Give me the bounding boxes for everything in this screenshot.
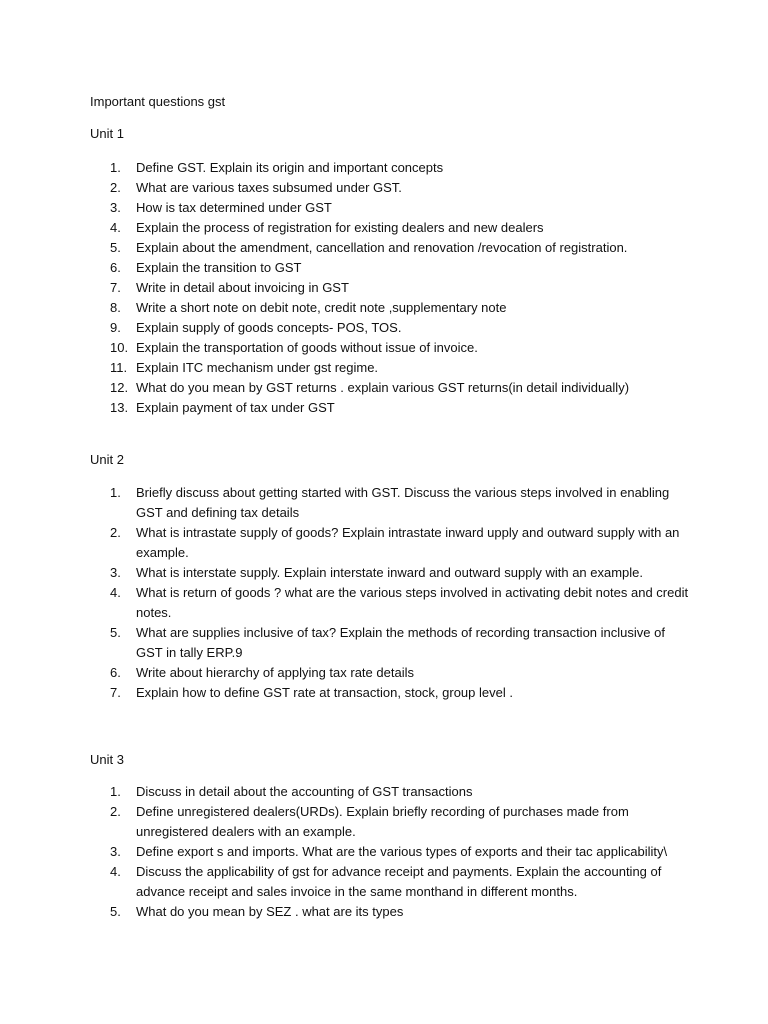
question-item [90,338,690,358]
question-item [90,663,690,683]
question-text: Write about hierarchy of applying tax rate details [136,665,414,680]
question-text: Explain how to define GST rate at transaction, stock, group level . [136,685,513,700]
document-title: Important questions gst [90,94,226,109]
question-item [90,842,690,862]
question-text: What are various taxes subsumed under GST. [136,180,402,195]
question-item [90,683,690,703]
question-number: 10. [110,340,129,355]
question-number: 3. [110,844,121,859]
question-item [90,398,690,418]
question-text: Explain the process of registration for existing dealers and new dealers [136,220,544,235]
question-item [90,178,690,198]
question-item [90,583,690,623]
question-text: What do you mean by SEZ . what are its types [136,904,404,919]
question-number: 1. [110,784,121,799]
unit-1-heading: Unit 1 [90,126,124,141]
question-text: Explain the transition to GST [136,260,302,275]
question-number: 5. [110,625,121,640]
question-text: What is return of goods ? what are the various steps involved in activating debit notes and credit notes. [136,585,689,620]
question-number: 7. [110,685,121,700]
question-number: 5. [110,240,121,255]
question-text: Explain the transportation of goods without issue of invoice. [136,340,478,355]
question-number: 12. [110,380,129,395]
question-number: 13. [110,400,129,415]
question-number: 7. [110,280,121,295]
question-number: 2. [110,180,121,195]
question-text: Write in detail about invoicing in GST [136,280,349,295]
question-text: Explain supply of goods concepts- POS, TOS. [136,320,402,335]
question-item [90,298,690,318]
question-item [90,902,690,922]
question-number: 4. [110,864,121,879]
question-item [90,158,690,178]
unit-2-heading: Unit 2 [90,452,124,467]
question-item [90,358,690,378]
question-item [90,483,690,523]
question-text: Define GST. Explain its origin and important concepts [136,160,444,175]
unit-3-heading: Unit 3 [90,752,124,767]
question-number: 2. [110,804,121,819]
question-item [90,258,690,278]
question-text: Discuss in detail about the accounting of GST transactions [136,784,473,799]
question-text: Explain ITC mechanism under gst regime. [136,360,379,375]
question-item [90,523,690,563]
question-number: 1. [110,485,121,500]
question-number: 8. [110,300,121,315]
question-number: 6. [110,260,121,275]
question-text: Write a short note on debit note, credit note ,supplementary note [136,300,507,315]
question-text: What are supplies inclusive of tax? Explain the methods of recording transaction inclusive of GST in tally ERP.9 [136,625,665,660]
question-text: Explain about the amendment, cancellation and renovation /revocation of registration. [136,240,628,255]
question-item [90,318,690,338]
question-item [90,218,690,238]
question-item [90,238,690,258]
question-item [90,378,690,398]
question-number: 3. [110,565,121,580]
question-text: What is interstate supply. Explain interstate inward and outward supply with an example. [136,565,644,580]
question-text: What is intrastate supply of goods? Explain intrastate inward upply and outward supply with an example. [136,525,680,560]
question-item [90,198,690,218]
question-number: 4. [110,585,121,600]
question-text: How is tax determined under GST [136,200,332,215]
question-item [90,862,690,902]
question-text: Briefly discuss about getting started with GST. Discuss the various steps involved in enabling GST and defining tax details [136,485,670,520]
question-text: What do you mean by GST returns . explain various GST returns(in detail individually) [136,380,630,395]
question-text: Explain payment of tax under GST [136,400,335,415]
unit-1-question-list [90,158,690,418]
question-number: 2. [110,525,121,540]
question-item [90,623,690,663]
unit-3-question-list [90,782,690,922]
question-item [90,278,690,298]
question-item [90,802,690,842]
question-number: 3. [110,200,121,215]
question-text: Discuss the applicability of gst for advance receipt and payments. Explain the accounting of advance receipt and sales invoice in the same monthand in different months. [136,864,662,899]
question-number: 11. [110,360,128,375]
question-number: 1. [110,160,121,175]
question-number: 5. [110,904,121,919]
question-text: Define export s and imports. What are the various types of exports and their tac applicability\ [136,844,668,859]
question-number: 6. [110,665,121,680]
question-text: Define unregistered dealers(URDs). Explain briefly recording of purchases made from unregistered dealers with an example. [136,804,629,839]
question-item [90,782,690,802]
question-number: 4. [110,220,121,235]
question-item [90,563,690,583]
unit-2-question-list [90,483,690,703]
question-number: 9. [110,320,121,335]
